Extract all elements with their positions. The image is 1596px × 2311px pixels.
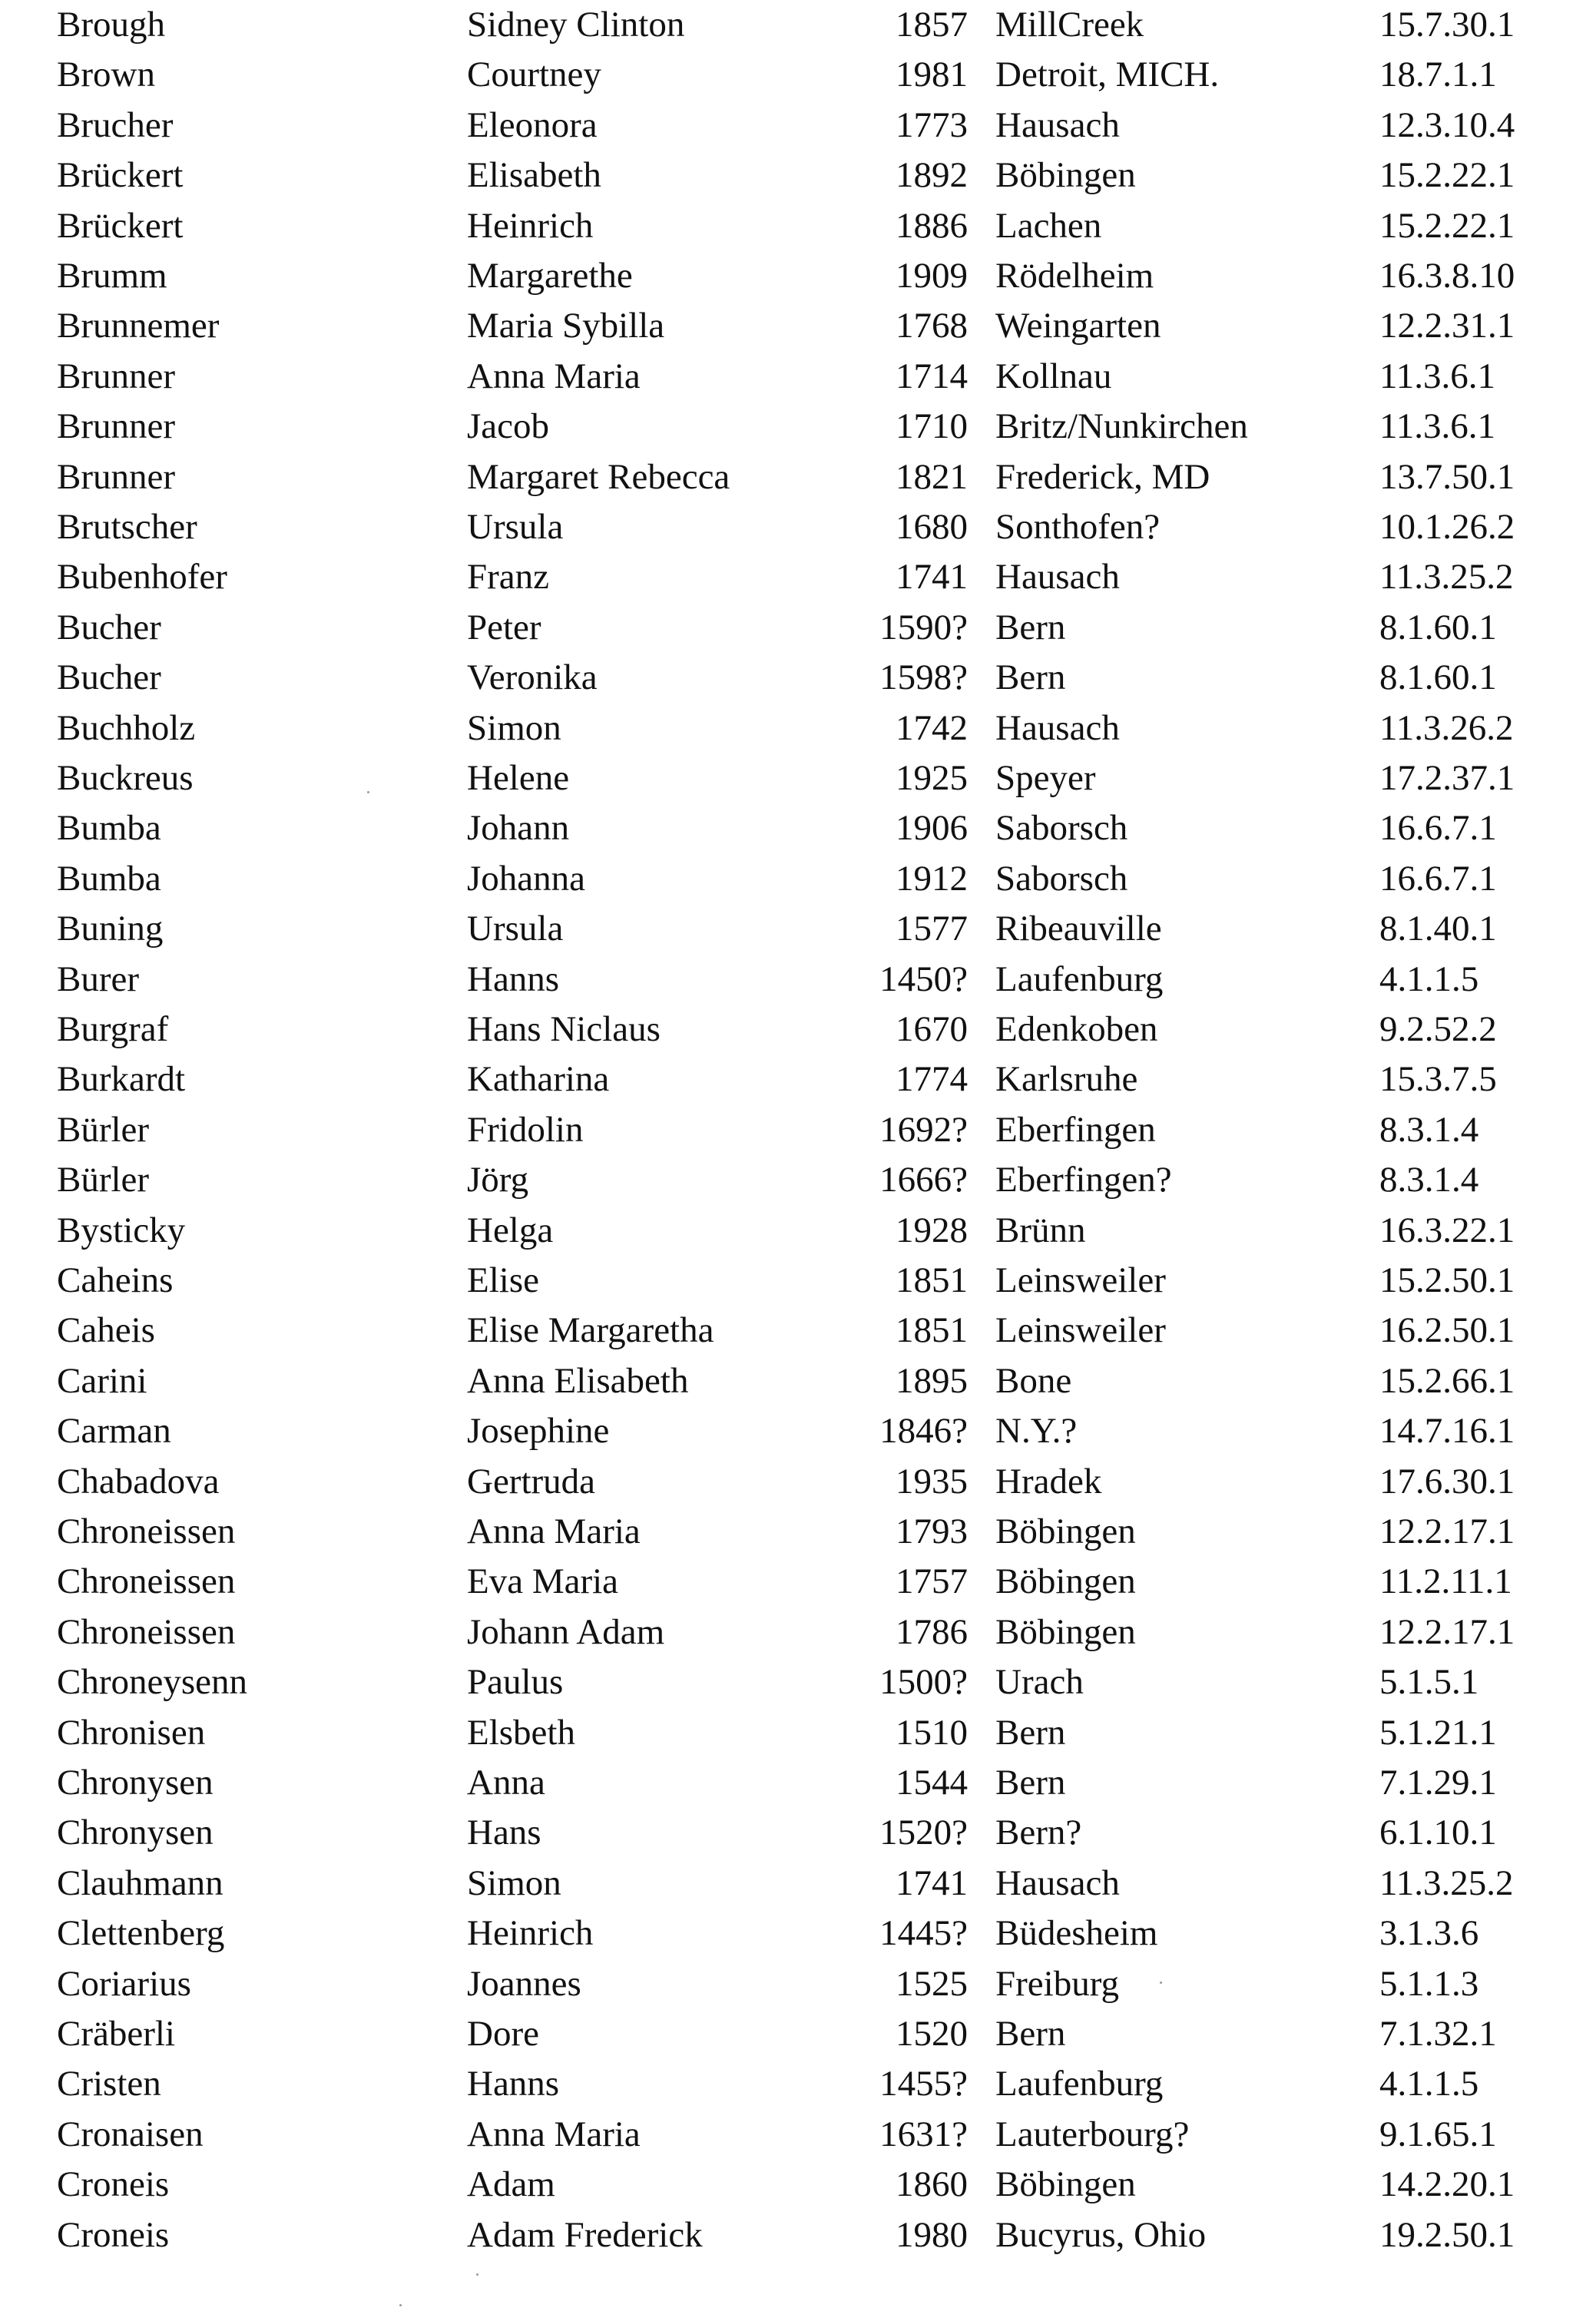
year-cell: 1860	[896, 2164, 968, 2205]
year-cell: 1577	[896, 909, 968, 949]
given-name-cell: Adam	[467, 2164, 555, 2205]
year-cell: 1909	[896, 256, 968, 296]
year-cell: 1886	[896, 205, 968, 246]
register-row	[0, 1758, 1596, 1807]
place-cell: N.Y.?	[995, 1411, 1078, 1452]
reference-cell: 19.2.50.1	[1379, 2214, 1515, 2255]
reference-cell: 4.1.1.5	[1379, 2064, 1479, 2104]
place-cell: Hausach	[995, 104, 1120, 145]
place-cell: Bern	[995, 1763, 1066, 1803]
year-cell: 1741	[896, 557, 968, 598]
given-name-cell: Katharina	[467, 1059, 610, 1100]
register-row	[0, 552, 1596, 601]
given-name-cell: Helene	[467, 758, 570, 798]
surname-cell: Burgraf	[57, 1009, 169, 1049]
register-row	[0, 402, 1596, 451]
surname-cell: Buchholz	[57, 707, 196, 748]
given-name-cell: Johanna	[467, 858, 586, 899]
given-name-cell: Anna Maria	[467, 2114, 641, 2154]
surname-cell: Chronysen	[57, 1763, 214, 1803]
given-name-cell: Peter	[467, 607, 541, 647]
place-cell: MillCreek	[995, 5, 1144, 45]
scan-speck	[476, 2273, 478, 2276]
year-cell: 1786	[896, 1611, 968, 1652]
surname-cell: Brunnemer	[57, 306, 220, 346]
year-cell: 1544	[896, 1763, 968, 1803]
reference-cell: 8.3.1.4	[1379, 1109, 1479, 1150]
given-name-cell: Maria Sybilla	[467, 306, 665, 346]
reference-cell: 14.2.20.1	[1379, 2164, 1515, 2205]
surname-cell: Brown	[57, 55, 155, 95]
surname-cell: Bucher	[57, 607, 161, 647]
given-name-cell: Anna Maria	[467, 356, 641, 396]
reference-cell: 11.3.6.1	[1379, 406, 1496, 447]
given-name-cell: Margaret Rebecca	[467, 456, 730, 497]
surname-cell: Bürler	[57, 1160, 150, 1200]
given-name-cell: Elisabeth	[467, 155, 601, 196]
year-cell: 1500?	[879, 1662, 968, 1703]
surname-cell: Chabadova	[57, 1461, 220, 1501]
year-cell: 1445?	[879, 1913, 968, 1954]
given-name-cell: Hanns	[467, 2064, 560, 2104]
place-cell: Bucyrus, Ohio	[995, 2214, 1207, 2255]
reference-cell: 5.1.5.1	[1379, 1662, 1479, 1703]
register-row	[0, 1206, 1596, 1255]
reference-cell: 12.2.31.1	[1379, 306, 1515, 346]
reference-cell: 15.2.22.1	[1379, 155, 1515, 196]
reference-cell: 8.3.1.4	[1379, 1160, 1479, 1200]
reference-cell: 7.1.32.1	[1379, 2014, 1497, 2054]
year-cell: 1741	[896, 1862, 968, 1903]
place-cell: Frederick, MD	[995, 456, 1210, 497]
place-cell: Freiburg	[995, 1963, 1120, 2004]
surname-cell: Brucher	[57, 104, 174, 145]
year-cell: 1980	[896, 2214, 968, 2255]
register-row	[0, 1457, 1596, 1506]
surname-cell: Bumba	[57, 858, 161, 899]
surname-cell: Caheis	[57, 1310, 155, 1351]
place-cell: Brünn	[995, 1210, 1086, 1250]
place-cell: Sonthofen?	[995, 507, 1161, 547]
register-row	[0, 904, 1596, 953]
register-row	[0, 753, 1596, 803]
place-cell: Leinsweiler	[995, 1310, 1166, 1351]
reference-cell: 11.3.6.1	[1379, 356, 1496, 396]
year-cell: 1851	[896, 1310, 968, 1351]
reference-cell: 17.2.37.1	[1379, 758, 1515, 798]
place-cell: Eberfingen?	[995, 1160, 1172, 1200]
surname-cell: Croneis	[57, 2214, 170, 2255]
surname-cell: Carman	[57, 1411, 171, 1452]
reference-cell: 8.1.40.1	[1379, 909, 1497, 949]
year-cell: 1892	[896, 155, 968, 196]
reference-cell: 5.1.1.3	[1379, 1963, 1479, 2004]
year-cell: 1895	[896, 1360, 968, 1401]
given-name-cell: Simon	[467, 707, 561, 748]
year-cell: 1510	[896, 1712, 968, 1753]
year-cell: 1590?	[879, 607, 968, 647]
given-name-cell: Jacob	[467, 406, 550, 447]
register-row	[0, 251, 1596, 300]
register-row	[0, 502, 1596, 551]
register-row	[0, 1055, 1596, 1104]
register-row	[0, 2160, 1596, 2209]
year-cell: 1742	[896, 707, 968, 748]
given-name-cell: Dore	[467, 2014, 539, 2054]
year-cell: 1851	[896, 1260, 968, 1300]
place-cell: Böbingen	[995, 155, 1136, 196]
given-name-cell: Gertruda	[467, 1461, 596, 1501]
place-cell: Böbingen	[995, 1561, 1136, 1602]
reference-cell: 12.3.10.4	[1379, 104, 1515, 145]
year-cell: 1935	[896, 1461, 968, 1501]
given-name-cell: Helga	[467, 1210, 554, 1250]
register-row	[0, 1256, 1596, 1305]
place-cell: Böbingen	[995, 1611, 1136, 1652]
given-name-cell: Eleonora	[467, 104, 598, 145]
place-cell: Speyer	[995, 758, 1096, 798]
surname-cell: Brough	[57, 5, 165, 45]
register-row	[0, 151, 1596, 200]
register-row	[0, 1406, 1596, 1455]
place-cell: Bone	[995, 1360, 1072, 1401]
surname-cell: Bubenhofer	[57, 557, 227, 598]
register-row	[0, 301, 1596, 350]
year-cell: 1821	[896, 456, 968, 497]
given-name-cell: Hanns	[467, 959, 560, 999]
register-row	[0, 854, 1596, 903]
reference-cell: 12.2.17.1	[1379, 1511, 1515, 1551]
year-cell: 1710	[896, 406, 968, 447]
surname-cell: Bysticky	[57, 1210, 186, 1250]
given-name-cell: Courtney	[467, 55, 601, 95]
place-cell: Britz/Nunkirchen	[995, 406, 1248, 447]
reference-cell: 15.3.7.5	[1379, 1059, 1497, 1100]
place-cell: Hradek	[995, 1461, 1102, 1501]
given-name-cell: Anna Elisabeth	[467, 1360, 689, 1401]
surname-cell: Chronisen	[57, 1712, 206, 1753]
register-row	[0, 1356, 1596, 1405]
year-cell: 1520	[896, 2014, 968, 2054]
surname-cell: Brückert	[57, 205, 184, 246]
given-name-cell: Elise Margaretha	[467, 1310, 714, 1351]
given-name-cell: Franz	[467, 557, 550, 598]
reference-cell: 9.2.52.2	[1379, 1009, 1497, 1049]
register-row	[0, 1808, 1596, 1857]
surname-cell: Brutscher	[57, 507, 197, 547]
place-cell: Hausach	[995, 1862, 1120, 1903]
register-row	[0, 1507, 1596, 1556]
reference-cell: 16.2.50.1	[1379, 1310, 1515, 1351]
year-cell: 1925	[896, 758, 968, 798]
reference-cell: 16.6.7.1	[1379, 808, 1497, 849]
place-cell: Saborsch	[995, 858, 1128, 899]
given-name-cell: Simon	[467, 1862, 561, 1903]
place-cell: Saborsch	[995, 808, 1128, 849]
year-cell: 1857	[896, 5, 968, 45]
surname-cell: Brumm	[57, 256, 167, 296]
place-cell: Kollnau	[995, 356, 1112, 396]
reference-cell: 9.1.65.1	[1379, 2114, 1497, 2154]
place-cell: Bern	[995, 2014, 1066, 2054]
place-cell: Leinsweiler	[995, 1260, 1166, 1300]
year-cell: 1714	[896, 356, 968, 396]
given-name-cell: Fridolin	[467, 1109, 584, 1150]
surname-cell: Chroneissen	[57, 1611, 236, 1652]
surname-cell: Bumba	[57, 808, 161, 849]
year-cell: 1912	[896, 858, 968, 899]
reference-cell: 16.6.7.1	[1379, 858, 1497, 899]
reference-cell: 10.1.26.2	[1379, 507, 1515, 547]
year-cell: 1525	[896, 1963, 968, 2004]
surname-cell: Brunner	[57, 356, 176, 396]
surname-cell: Chroneissen	[57, 1561, 236, 1602]
reference-cell: 7.1.29.1	[1379, 1763, 1497, 1803]
reference-cell: 11.3.26.2	[1379, 707, 1514, 748]
reference-cell: 11.3.25.2	[1379, 557, 1514, 598]
place-cell: Eberfingen	[995, 1109, 1156, 1150]
reference-cell: 3.1.3.6	[1379, 1913, 1479, 1954]
register-row	[0, 1607, 1596, 1657]
year-cell: 1692?	[879, 1109, 968, 1150]
register-row	[0, 50, 1596, 99]
reference-cell: 17.6.30.1	[1379, 1461, 1515, 1501]
reference-cell: 15.7.30.1	[1379, 5, 1515, 45]
register-row	[0, 803, 1596, 853]
register-row	[0, 1557, 1596, 1606]
register-row	[0, 1005, 1596, 1054]
place-cell: Bern	[995, 1712, 1066, 1753]
place-cell: Weingarten	[995, 306, 1161, 346]
year-cell: 1680	[896, 507, 968, 547]
place-cell: Böbingen	[995, 1511, 1136, 1551]
surname-cell: Coriarius	[57, 1963, 191, 2004]
surname-cell: Chroneysenn	[57, 1662, 248, 1703]
register-row	[0, 452, 1596, 502]
given-name-cell: Margarethe	[467, 256, 633, 296]
register-row	[0, 1155, 1596, 1204]
place-cell: Büdesheim	[995, 1913, 1158, 1954]
surname-cell: Buckreus	[57, 758, 194, 798]
surname-cell: Buning	[57, 909, 164, 949]
year-cell: 1631?	[879, 2114, 968, 2154]
place-cell: Laufenburg	[995, 959, 1164, 999]
surname-cell: Chroneissen	[57, 1511, 236, 1551]
register-row	[0, 704, 1596, 753]
surname-cell: Cronaisen	[57, 2114, 204, 2154]
given-name-cell: Ursula	[467, 507, 564, 547]
reference-cell: 15.2.22.1	[1379, 205, 1515, 246]
year-cell: 1793	[896, 1511, 968, 1551]
reference-cell: 15.2.50.1	[1379, 1260, 1515, 1300]
surname-cell: Bucher	[57, 657, 161, 698]
place-cell: Detroit, MICH.	[995, 55, 1220, 95]
scan-speck	[399, 2304, 402, 2306]
surname-cell: Clettenberg	[57, 1913, 225, 1954]
register-row	[0, 1306, 1596, 1355]
register-row	[0, 1909, 1596, 1958]
reference-cell: 12.2.17.1	[1379, 1611, 1515, 1652]
register-row	[0, 0, 1596, 49]
surname-cell: Burer	[57, 959, 140, 999]
reference-cell: 16.3.22.1	[1379, 1210, 1515, 1250]
surname-cell: Cristen	[57, 2064, 161, 2104]
year-cell: 1846?	[879, 1411, 968, 1452]
register-row	[0, 603, 1596, 652]
reference-cell: 8.1.60.1	[1379, 657, 1497, 698]
reference-cell: 11.3.25.2	[1379, 1862, 1514, 1903]
surname-cell: Carini	[57, 1360, 147, 1401]
given-name-cell: Veronika	[467, 657, 598, 698]
given-name-cell: Paulus	[467, 1662, 564, 1703]
year-cell: 1906	[896, 808, 968, 849]
surname-cell: Caheins	[57, 1260, 174, 1300]
given-name-cell: Heinrich	[467, 205, 594, 246]
scan-speck	[367, 791, 369, 793]
year-cell: 1773	[896, 104, 968, 145]
reference-cell: 5.1.21.1	[1379, 1712, 1497, 1753]
given-name-cell: Heinrich	[467, 1913, 594, 1954]
year-cell: 1666?	[879, 1160, 968, 1200]
reference-cell: 8.1.60.1	[1379, 607, 1497, 647]
register-row	[0, 653, 1596, 702]
place-cell: Bern?	[995, 1813, 1082, 1853]
year-cell: 1981	[896, 55, 968, 95]
given-name-cell: Joannes	[467, 1963, 581, 2004]
surname-cell: Chronysen	[57, 1813, 214, 1853]
register-row	[0, 1708, 1596, 1757]
surname-cell: Cräberli	[57, 2014, 175, 2054]
given-name-cell: Hans Niclaus	[467, 1009, 661, 1049]
year-cell: 1520?	[879, 1813, 968, 1853]
surname-cell: Brückert	[57, 155, 184, 196]
reference-cell: 11.2.11.1	[1379, 1561, 1512, 1602]
place-cell: Ribeauville	[995, 909, 1162, 949]
given-name-cell: Elsbeth	[467, 1712, 575, 1753]
year-cell: 1768	[896, 306, 968, 346]
given-name-cell: Anna Maria	[467, 1511, 641, 1551]
place-cell: Lachen	[995, 205, 1102, 246]
place-cell: Böbingen	[995, 2164, 1136, 2205]
surname-cell: Clauhmann	[57, 1862, 224, 1903]
place-cell: Edenkoben	[995, 1009, 1158, 1049]
register-row	[0, 1105, 1596, 1154]
place-cell: Laufenburg	[995, 2064, 1164, 2104]
place-cell: Rödelheim	[995, 256, 1154, 296]
place-cell: Lauterbourg?	[995, 2114, 1190, 2154]
reference-cell: 16.3.8.10	[1379, 256, 1515, 296]
surname-cell: Burkardt	[57, 1059, 186, 1100]
year-cell: 1928	[896, 1210, 968, 1250]
reference-cell: 13.7.50.1	[1379, 456, 1515, 497]
place-cell: Hausach	[995, 557, 1120, 598]
year-cell: 1774	[896, 1059, 968, 1100]
year-cell: 1455?	[879, 2064, 968, 2104]
place-cell: Bern	[995, 607, 1066, 647]
year-cell: 1598?	[879, 657, 968, 698]
given-name-cell: Anna	[467, 1763, 545, 1803]
year-cell: 1670	[896, 1009, 968, 1049]
register-row	[0, 1657, 1596, 1707]
scan-speck	[1160, 1982, 1162, 1984]
surname-cell: Croneis	[57, 2164, 170, 2205]
register-row	[0, 201, 1596, 250]
place-cell: Bern	[995, 657, 1066, 698]
reference-cell: 15.2.66.1	[1379, 1360, 1515, 1401]
place-cell: Karlsruhe	[995, 1059, 1138, 1100]
register-row	[0, 101, 1596, 150]
surname-cell: Brunner	[57, 406, 176, 447]
reference-cell: 4.1.1.5	[1379, 959, 1479, 999]
given-name-cell: Ursula	[467, 909, 564, 949]
given-name-cell: Elise	[467, 1260, 539, 1300]
reference-cell: 6.1.10.1	[1379, 1813, 1497, 1853]
register-row	[0, 2110, 1596, 2159]
given-name-cell: Johann Adam	[467, 1611, 665, 1652]
surname-cell: Brunner	[57, 456, 176, 497]
register-row	[0, 1859, 1596, 1908]
register-row	[0, 2210, 1596, 2260]
given-name-cell: Johann	[467, 808, 570, 849]
surname-cell: Bürler	[57, 1109, 150, 1150]
year-cell: 1757	[896, 1561, 968, 1602]
year-cell: 1450?	[879, 959, 968, 999]
given-name-cell: Hans	[467, 1813, 541, 1853]
register-row	[0, 1959, 1596, 2008]
register-row	[0, 955, 1596, 1004]
reference-cell: 14.7.16.1	[1379, 1411, 1515, 1452]
register-row	[0, 2009, 1596, 2058]
register-row	[0, 352, 1596, 401]
reference-cell: 18.7.1.1	[1379, 55, 1497, 95]
given-name-cell: Sidney Clinton	[467, 5, 685, 45]
register-row	[0, 2059, 1596, 2108]
given-name-cell: Adam Frederick	[467, 2214, 703, 2255]
place-cell: Hausach	[995, 707, 1120, 748]
place-cell: Urach	[995, 1662, 1084, 1703]
given-name-cell: Jörg	[467, 1160, 529, 1200]
given-name-cell: Eva Maria	[467, 1561, 619, 1602]
given-name-cell: Josephine	[467, 1411, 610, 1452]
